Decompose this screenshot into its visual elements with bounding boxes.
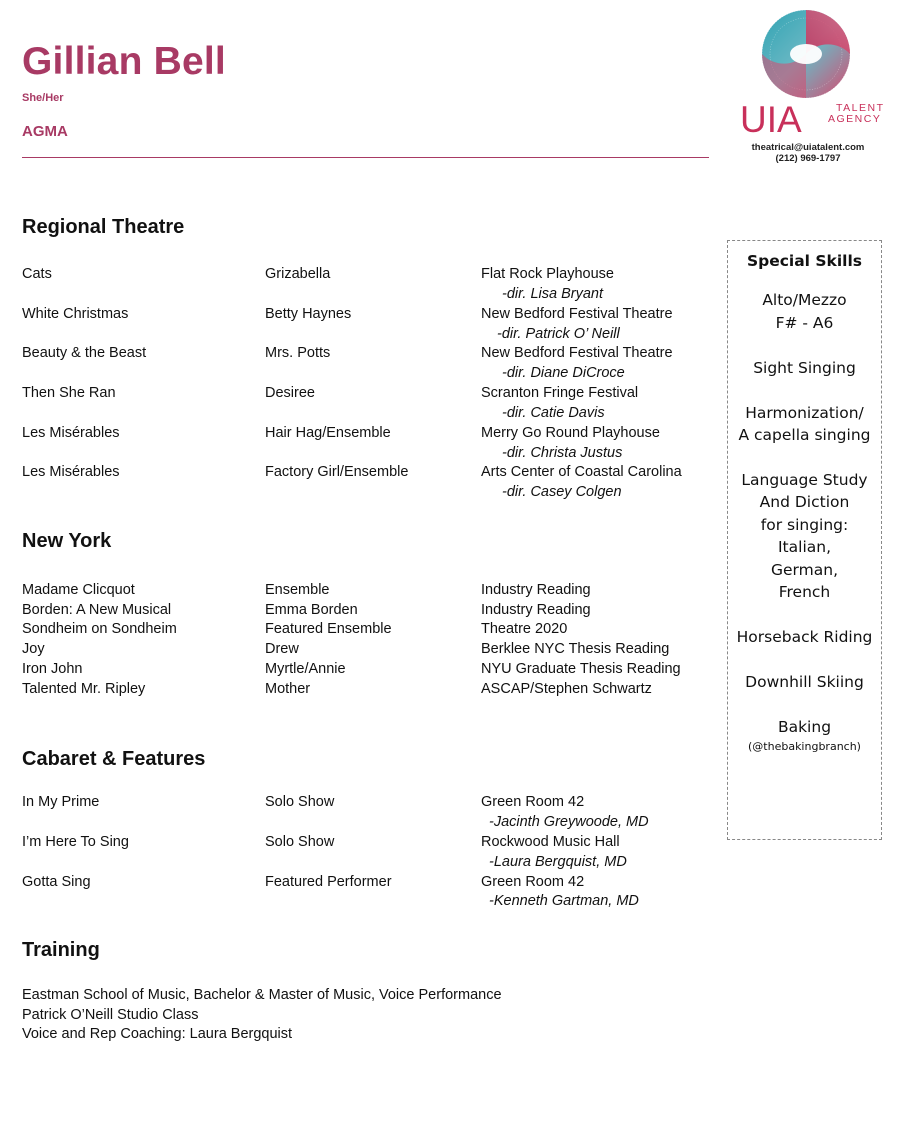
role: Mother [265,681,311,697]
show-title: Then She Ran [22,385,116,401]
show-title: Sondheim on Sondheim [22,621,177,637]
role: Mrs. Potts [265,345,331,361]
training-line: Eastman School of Music, Bachelor & Master of Music, Voice Performance [22,987,502,1003]
agency-contact [738,142,878,164]
show-title: Cats [22,266,52,282]
music-director: -Jacinth Greywoode, MD [489,814,649,830]
show-title: Joy [22,641,45,657]
venue: Flat Rock Playhouse [481,266,614,282]
role: Grizabella [265,266,331,282]
union-affiliation: AGMA [22,123,68,140]
director: -dir. Patrick O’ Neill [497,326,620,342]
show-title: Les Misérables [22,464,120,480]
special-skills-box [727,240,882,840]
role: Hair Hag/Ensemble [265,425,391,441]
agency-email[interactable]: theatrical@uiatalent.com [751,142,865,153]
skill-line: French [778,583,831,601]
skill-line: German, [771,561,838,579]
section-heading-training: Training [22,939,100,961]
role: Ensemble [265,582,330,598]
show-title: White Christmas [22,306,129,322]
credit-row [22,874,722,894]
credit-row [22,425,722,445]
show-title: Iron John [22,661,83,677]
venue: Industry Reading [481,582,591,598]
skill-line: And Diction [759,493,850,511]
show-title: In My Prime [22,794,100,810]
credit-row [22,306,722,326]
skill-line: for singing: [760,516,849,534]
logo-letters: UIA [740,99,802,140]
venue: Scranton Fringe Festival [481,385,639,401]
skill-line: F# - A6 [775,314,834,332]
venue: Green Room 42 [481,874,585,890]
show-title: Talented Mr. Ripley [22,681,146,697]
credit-row [22,345,722,365]
performer-name: Gillian Bell [22,40,226,83]
credit-row [22,641,722,661]
training-line: Voice and Rep Coaching: Laura Bergquist [22,1026,293,1042]
credit-row [22,681,722,701]
credit-row [22,266,722,286]
venue: Rockwood Music Hall [481,834,620,850]
venue: Industry Reading [481,602,591,618]
credit-row [22,661,722,681]
agency-logo-icon [760,8,852,100]
show-title: Les Misérables [22,425,120,441]
skill-line: Horseback Riding [736,628,873,646]
show-title: Beauty & the Beast [22,345,147,361]
show-title: Borden: A New Musical [22,602,172,618]
venue: Theatre 2020 [481,621,568,637]
skill-line: Baking [777,718,832,736]
role: Drew [265,641,299,657]
venue: NYU Graduate Thesis Reading [481,661,681,677]
pronouns: She/Her [22,92,64,104]
credit-row [22,621,722,641]
role: Myrtle/Annie [265,661,346,677]
credit-row [22,385,722,405]
skill-line: A capella singing [738,426,871,444]
director: -dir. Lisa Bryant [502,286,603,302]
venue: New Bedford Festival Theatre [481,306,673,322]
credit-row [22,602,722,622]
section-heading-cabaret: Cabaret & Features [22,748,206,770]
section-heading-regional: Regional Theatre [22,216,185,238]
role: Desiree [265,385,315,401]
credit-row [22,582,722,602]
role: Featured Performer [265,874,392,890]
venue: New Bedford Festival Theatre [481,345,673,361]
credit-row [22,794,722,814]
venue: Arts Center of Coastal Carolina [481,464,682,480]
music-director: -Kenneth Gartman, MD [489,893,639,909]
role: Solo Show [265,794,335,810]
role: Solo Show [265,834,335,850]
skill-line: Downhill Skiing [745,673,864,691]
music-director: -Laura Bergquist, MD [489,854,627,870]
agency-phone: (212) 969-1797 [775,153,841,164]
venue: Green Room 42 [481,794,585,810]
director: -dir. Casey Colgen [502,484,622,500]
skill-handle: (@thebakingbranch) [748,740,861,753]
skill-line: Language Study [741,471,868,489]
show-title: I’m Here To Sing [22,834,129,850]
special-skills-title: Special Skills [746,252,863,270]
logo-talent: TALENT [836,102,885,114]
skill-line: Italian, [777,538,831,556]
section-heading-new-york: New York [22,530,112,552]
role: Emma Borden [265,602,358,618]
training-line: Patrick O’Neill Studio Class [22,1007,199,1023]
credit-row [22,834,722,854]
header-divider [22,157,709,158]
show-title: Madame Clicquot [22,582,135,598]
credit-row [22,464,722,484]
venue: Berklee NYC Thesis Reading [481,641,670,657]
role: Betty Haynes [265,306,352,322]
director: -dir. Catie Davis [502,405,605,421]
role: Featured Ensemble [265,621,392,637]
show-title: Gotta Sing [22,874,91,890]
skill-line: Alto/Mezzo [762,291,847,309]
venue: ASCAP/Stephen Schwartz [481,681,652,697]
director: -dir. Diane DiCroce [502,365,625,381]
skill-line: Sight Singing [753,359,856,377]
role: Factory Girl/Ensemble [265,464,409,480]
logo-agency: AGENCY [828,113,882,125]
agency-wordmark [740,98,885,140]
skill-line: Harmonization/ [745,404,864,422]
venue: Merry Go Round Playhouse [481,425,660,441]
director: -dir. Christa Justus [502,445,623,461]
